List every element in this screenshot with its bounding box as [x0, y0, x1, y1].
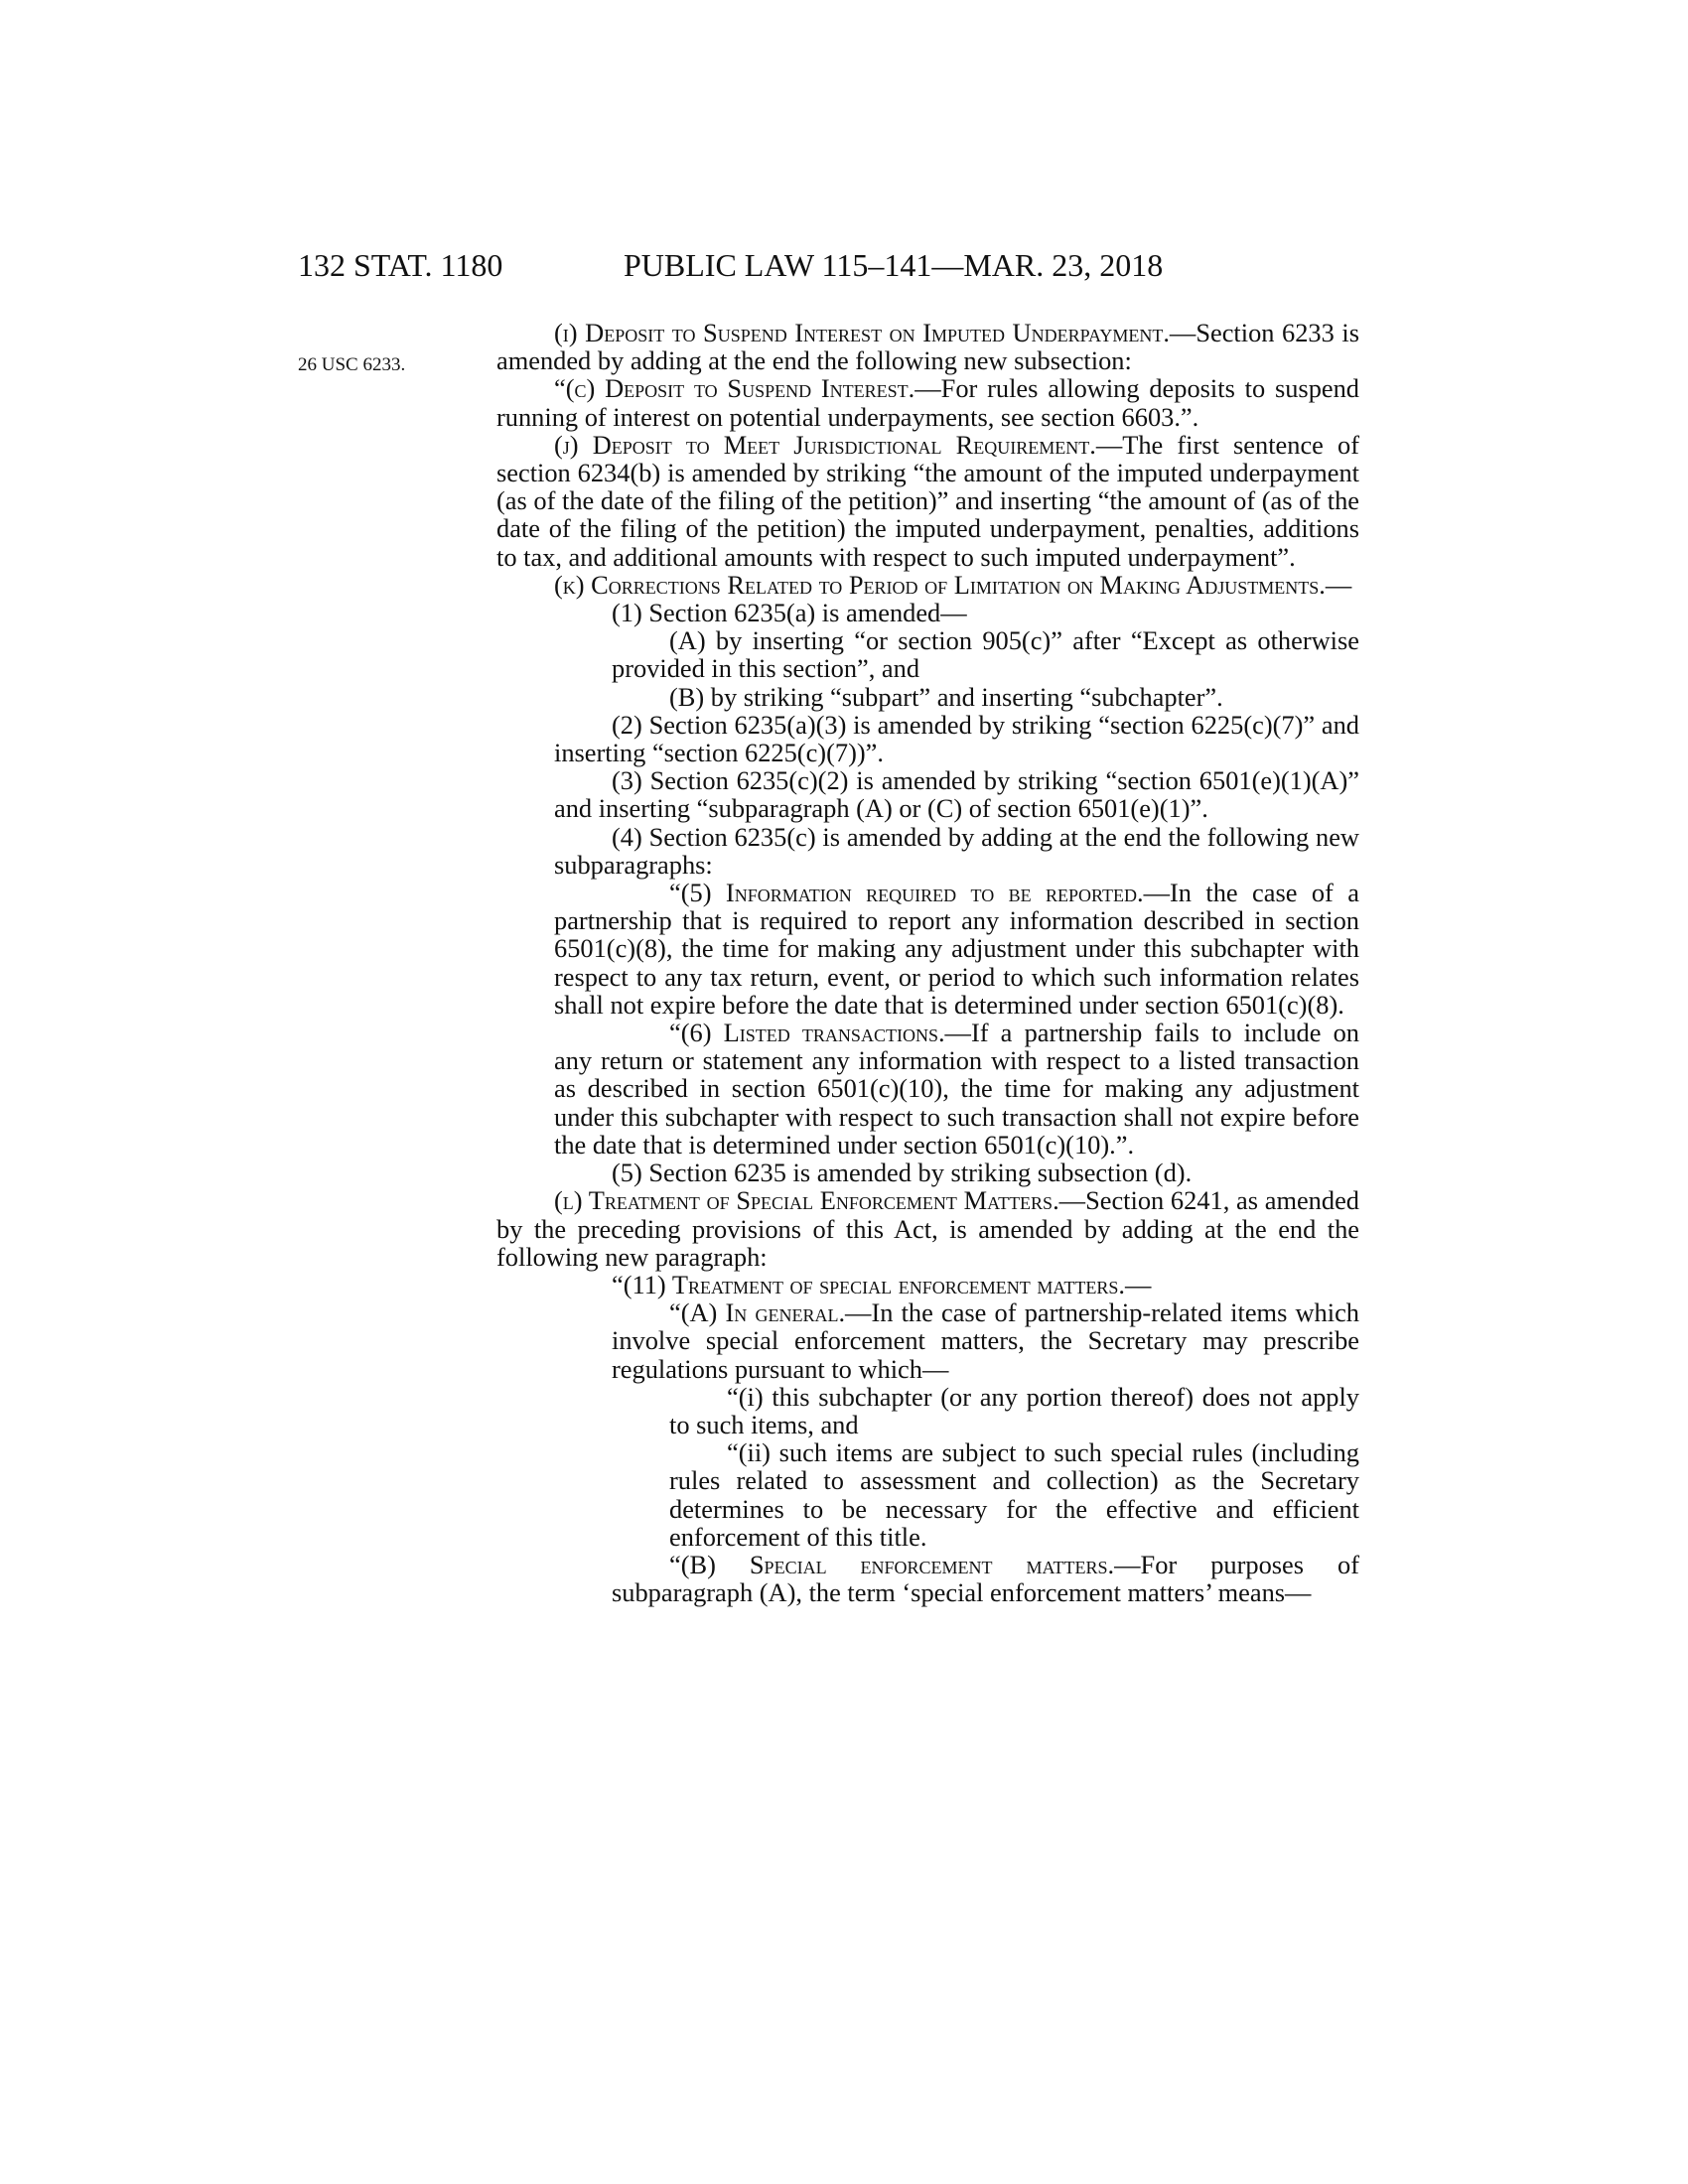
paragraph-text: —In the case of partnership-related items which involve special enforcement matters, the Secretary may prescribe regulations pursuant to which—	[612, 1297, 1359, 1384]
page-number-header: 132 STAT. 1180	[298, 247, 503, 283]
usc-margin-note: 26 USC 6233.	[298, 354, 406, 375]
paragraph-text: (4) Section 6235(c) is amended by adding at the end the following new subparagraphs:	[554, 821, 1359, 880]
paragraph-heading: “(6) Listed transactions.	[669, 1018, 945, 1048]
paragraph-heading: “(11) Treatment of special enforcement matters.	[612, 1269, 1125, 1299]
section-paragraph	[496, 374, 1359, 430]
section-paragraph	[496, 431, 1359, 571]
paragraph-text: —	[1325, 569, 1352, 600]
paragraph-text: —For purposes of subparagraph (A), the term ‘special enforcement matters’ means—	[612, 1549, 1359, 1608]
section-paragraph	[496, 1159, 1359, 1186]
section-paragraph	[496, 711, 1359, 766]
section-paragraph	[496, 626, 1359, 682]
paragraph-text: “(i) this subchapter (or any portion thereof) does not apply to such items, and	[669, 1381, 1359, 1439]
paragraph-heading: (i) Deposit to Suspend Interest on Imputed Underpayment.	[554, 318, 1170, 347]
paragraph-text: —Section 6241, as amended by the preceding provisions of this Act, is amended by adding at the end the following new paragraph:	[496, 1185, 1359, 1272]
paragraph-heading: “(A) In general.	[669, 1297, 846, 1328]
statute-body	[496, 319, 1359, 1606]
paragraph-heading: (k) Corrections Related to Period of Limitation on Making Adjustments.	[554, 569, 1326, 600]
section-paragraph	[496, 319, 1359, 374]
paragraph-text: (3) Section 6235(c)(2) is amended by striking “section 6501(e)(1)(A)” and inserting “subparagraph (A) or (C) of section 6501(e)(1)”.	[554, 765, 1359, 824]
paragraph-heading: (l) Treatment of Special Enforcement Matters.	[554, 1185, 1059, 1216]
section-paragraph	[496, 1298, 1359, 1383]
paragraph-text: (1) Section 6235(a) is amended—	[612, 598, 967, 628]
section-paragraph	[496, 599, 1359, 626]
paragraph-text: —Section 6233 is amended by adding at the end the following new subsection:	[496, 318, 1359, 376]
paragraph-text: —The first sentence of section 6234(b) is amended by striking “the amount of the imputed underpayment (as of the date of the filing of the petition)” and inserting “the amount of (as of the date of the filing of the petition) the imputed underpayment, penalties, additions to tax, and additional amounts with respect to such imputed underpayment”.	[496, 429, 1359, 572]
section-paragraph	[496, 571, 1359, 599]
section-paragraph	[496, 823, 1359, 879]
paragraph-text: “(ii) such items are subject to such special rules (including rules related to assessment and collection) as the Secretary determines to be necessary for the effective and efficient enforcement of this title.	[669, 1437, 1359, 1552]
running-title-header: PUBLIC LAW 115–141—MAR. 23, 2018	[624, 247, 1164, 283]
paragraph-heading: “(c) Deposit to Suspend Interest.	[554, 373, 915, 404]
paragraph-text: —	[1124, 1269, 1152, 1299]
paragraph-text: —If a partnership fails to include on any return or statement any information with respect to a listed transaction as described in section 6501(c)(10), the time for making any adjustment under this subchapter with respect to such transaction shall not expire before the date that is determined under section 6501(c)(10).”.	[554, 1018, 1359, 1160]
section-paragraph	[496, 879, 1359, 1019]
paragraph-text: (2) Section 6235(a)(3) is amended by striking “section 6225(c)(7)” and inserting “section 6225(c)(7))”.	[554, 709, 1359, 768]
paragraph-text: —For rules allowing deposits to suspend running of interest on potential underpayments, see section 6603.”.	[496, 373, 1359, 432]
section-paragraph	[496, 1438, 1359, 1551]
paragraph-text: (A) by inserting “or section 905(c)” after “Except as otherwise provided in this section”, and	[612, 625, 1359, 684]
paragraph-text: (B) by striking “subpart” and inserting “subchapter”.	[669, 681, 1223, 712]
paragraph-text: —In the case of a partnership that is required to report any information described in section 6501(c)(8), the time for making any adjustment under this subchapter with respect to any tax return, event, or period to which such information relates shall not expire before the date that is determined under section 6501(c)(8).	[554, 878, 1359, 1020]
section-paragraph	[496, 1271, 1359, 1298]
paragraph-text: (5) Section 6235 is amended by striking subsection (d).	[612, 1158, 1193, 1188]
paragraph-heading: “(B) Special enforcement matters.	[669, 1549, 1115, 1579]
section-paragraph	[496, 683, 1359, 711]
section-paragraph	[496, 1186, 1359, 1271]
section-paragraph	[496, 1019, 1359, 1159]
section-paragraph	[496, 1383, 1359, 1438]
section-paragraph	[496, 1551, 1359, 1606]
section-paragraph	[496, 766, 1359, 822]
paragraph-heading: “(5) Information required to be reported.	[669, 878, 1144, 908]
paragraph-heading: (j) Deposit to Meet Jurisdictional Requirement.	[554, 429, 1096, 460]
